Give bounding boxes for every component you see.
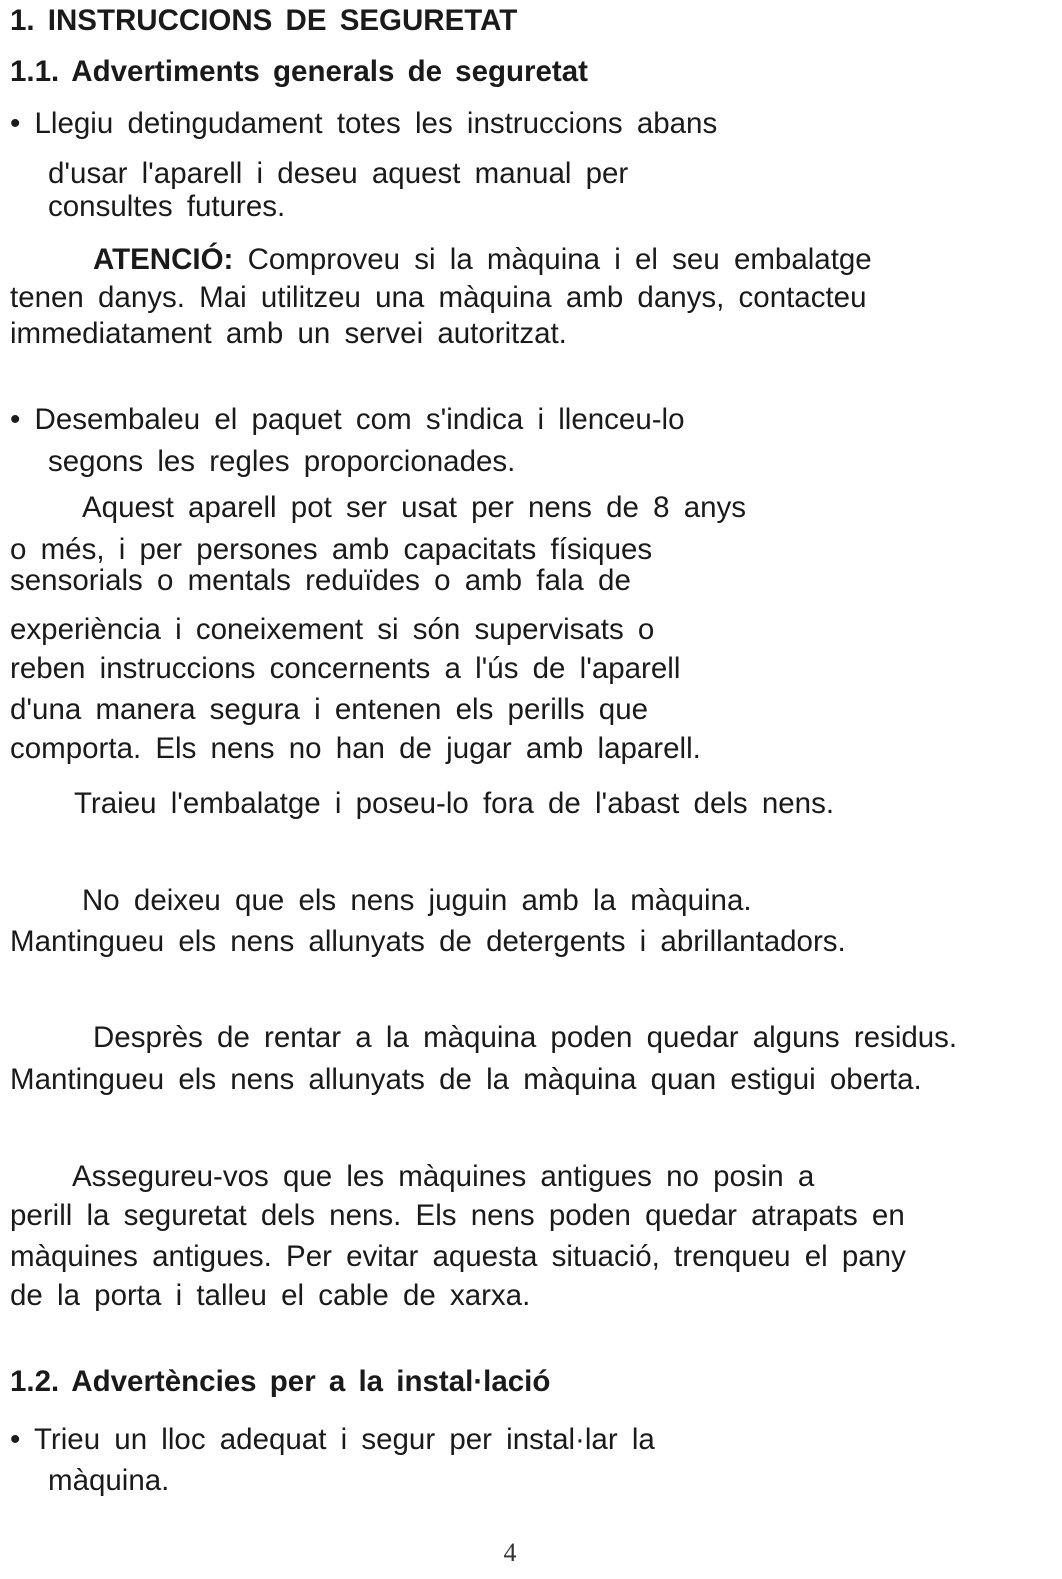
paragraph-line: Mantingueu els nens allunyats de detergents i abrillantadors. — [10, 925, 846, 958]
bullet-line: • Desembaleu el paquet com s'indica i llenceu-lo — [10, 403, 685, 436]
subsection-heading: 1.1. Advertiments generals de seguretat — [10, 55, 588, 88]
paragraph-line: Assegureu-vos que les màquines antigues no posin a — [72, 1160, 815, 1193]
paragraph-line: comporta. Els nens no han de jugar amb laparell. — [10, 732, 701, 765]
bullet-line: d'usar l'aparell i deseu aquest manual per — [48, 157, 629, 190]
paragraph-line: No deixeu que els nens juguin amb la màquina. — [82, 884, 752, 917]
warning-line: tenen danys. Mai utilitzeu una màquina amb danys, contacteu — [10, 281, 867, 314]
paragraph-line: Aquest aparell pot ser usat per nens de 8 anys — [82, 491, 747, 524]
warning-label: ATENCIÓ: — [93, 243, 234, 276]
paragraph-line: perill la seguretat dels nens. Els nens poden quedar atrapats en — [10, 1199, 905, 1232]
paragraph-line: de la porta i talleu el cable de xarxa. — [10, 1279, 531, 1312]
paragraph-line: d'una manera segura i entenen els perills que — [10, 693, 649, 726]
bullet-line: segons les regles proporcionades. — [48, 445, 516, 478]
section-heading: 1. INSTRUCCIONS DE SEGURETAT — [10, 4, 518, 37]
paragraph-line: reben instruccions concernents a l'ús de l'aparell — [10, 652, 681, 685]
paragraph-line: o més, i per persones amb capacitats físiques — [10, 533, 653, 566]
paragraph-line: Desprès de rentar a la màquina poden quedar alguns residus. — [93, 1021, 958, 1054]
paragraph-line: Traieu l'embalatge i poseu-lo fora de l'abast dels nens. — [74, 787, 835, 820]
warning-text: Comproveu si la màquina i el seu embalatge — [233, 243, 872, 276]
bullet-line: • Trieu un lloc adequat i segur per instal·lar la — [10, 1423, 655, 1456]
paragraph-line: Mantingueu els nens allunyats de la màquina quan estigui oberta. — [10, 1063, 922, 1096]
bullet-line: • Llegiu detingudament totes les instruccions abans — [10, 107, 718, 140]
paragraph-line: sensorials o mentals reduïdes o amb fala de — [10, 564, 631, 597]
bullet-line: màquina. — [48, 1464, 170, 1497]
paragraph-line: experiència i coneixement si són supervisats o — [10, 613, 655, 646]
warning-line: immediatament amb un servei autoritzat. — [10, 317, 567, 350]
warning-line — [93, 243, 872, 277]
bullet-line: consultes futures. — [48, 190, 286, 223]
paragraph-line: màquines antigues. Per evitar aquesta situació, trenqueu el pany — [10, 1240, 906, 1273]
subsection-heading: 1.2. Advertències per a la instal·lació — [10, 1365, 551, 1398]
page-number: 4 — [503, 1538, 517, 1567]
